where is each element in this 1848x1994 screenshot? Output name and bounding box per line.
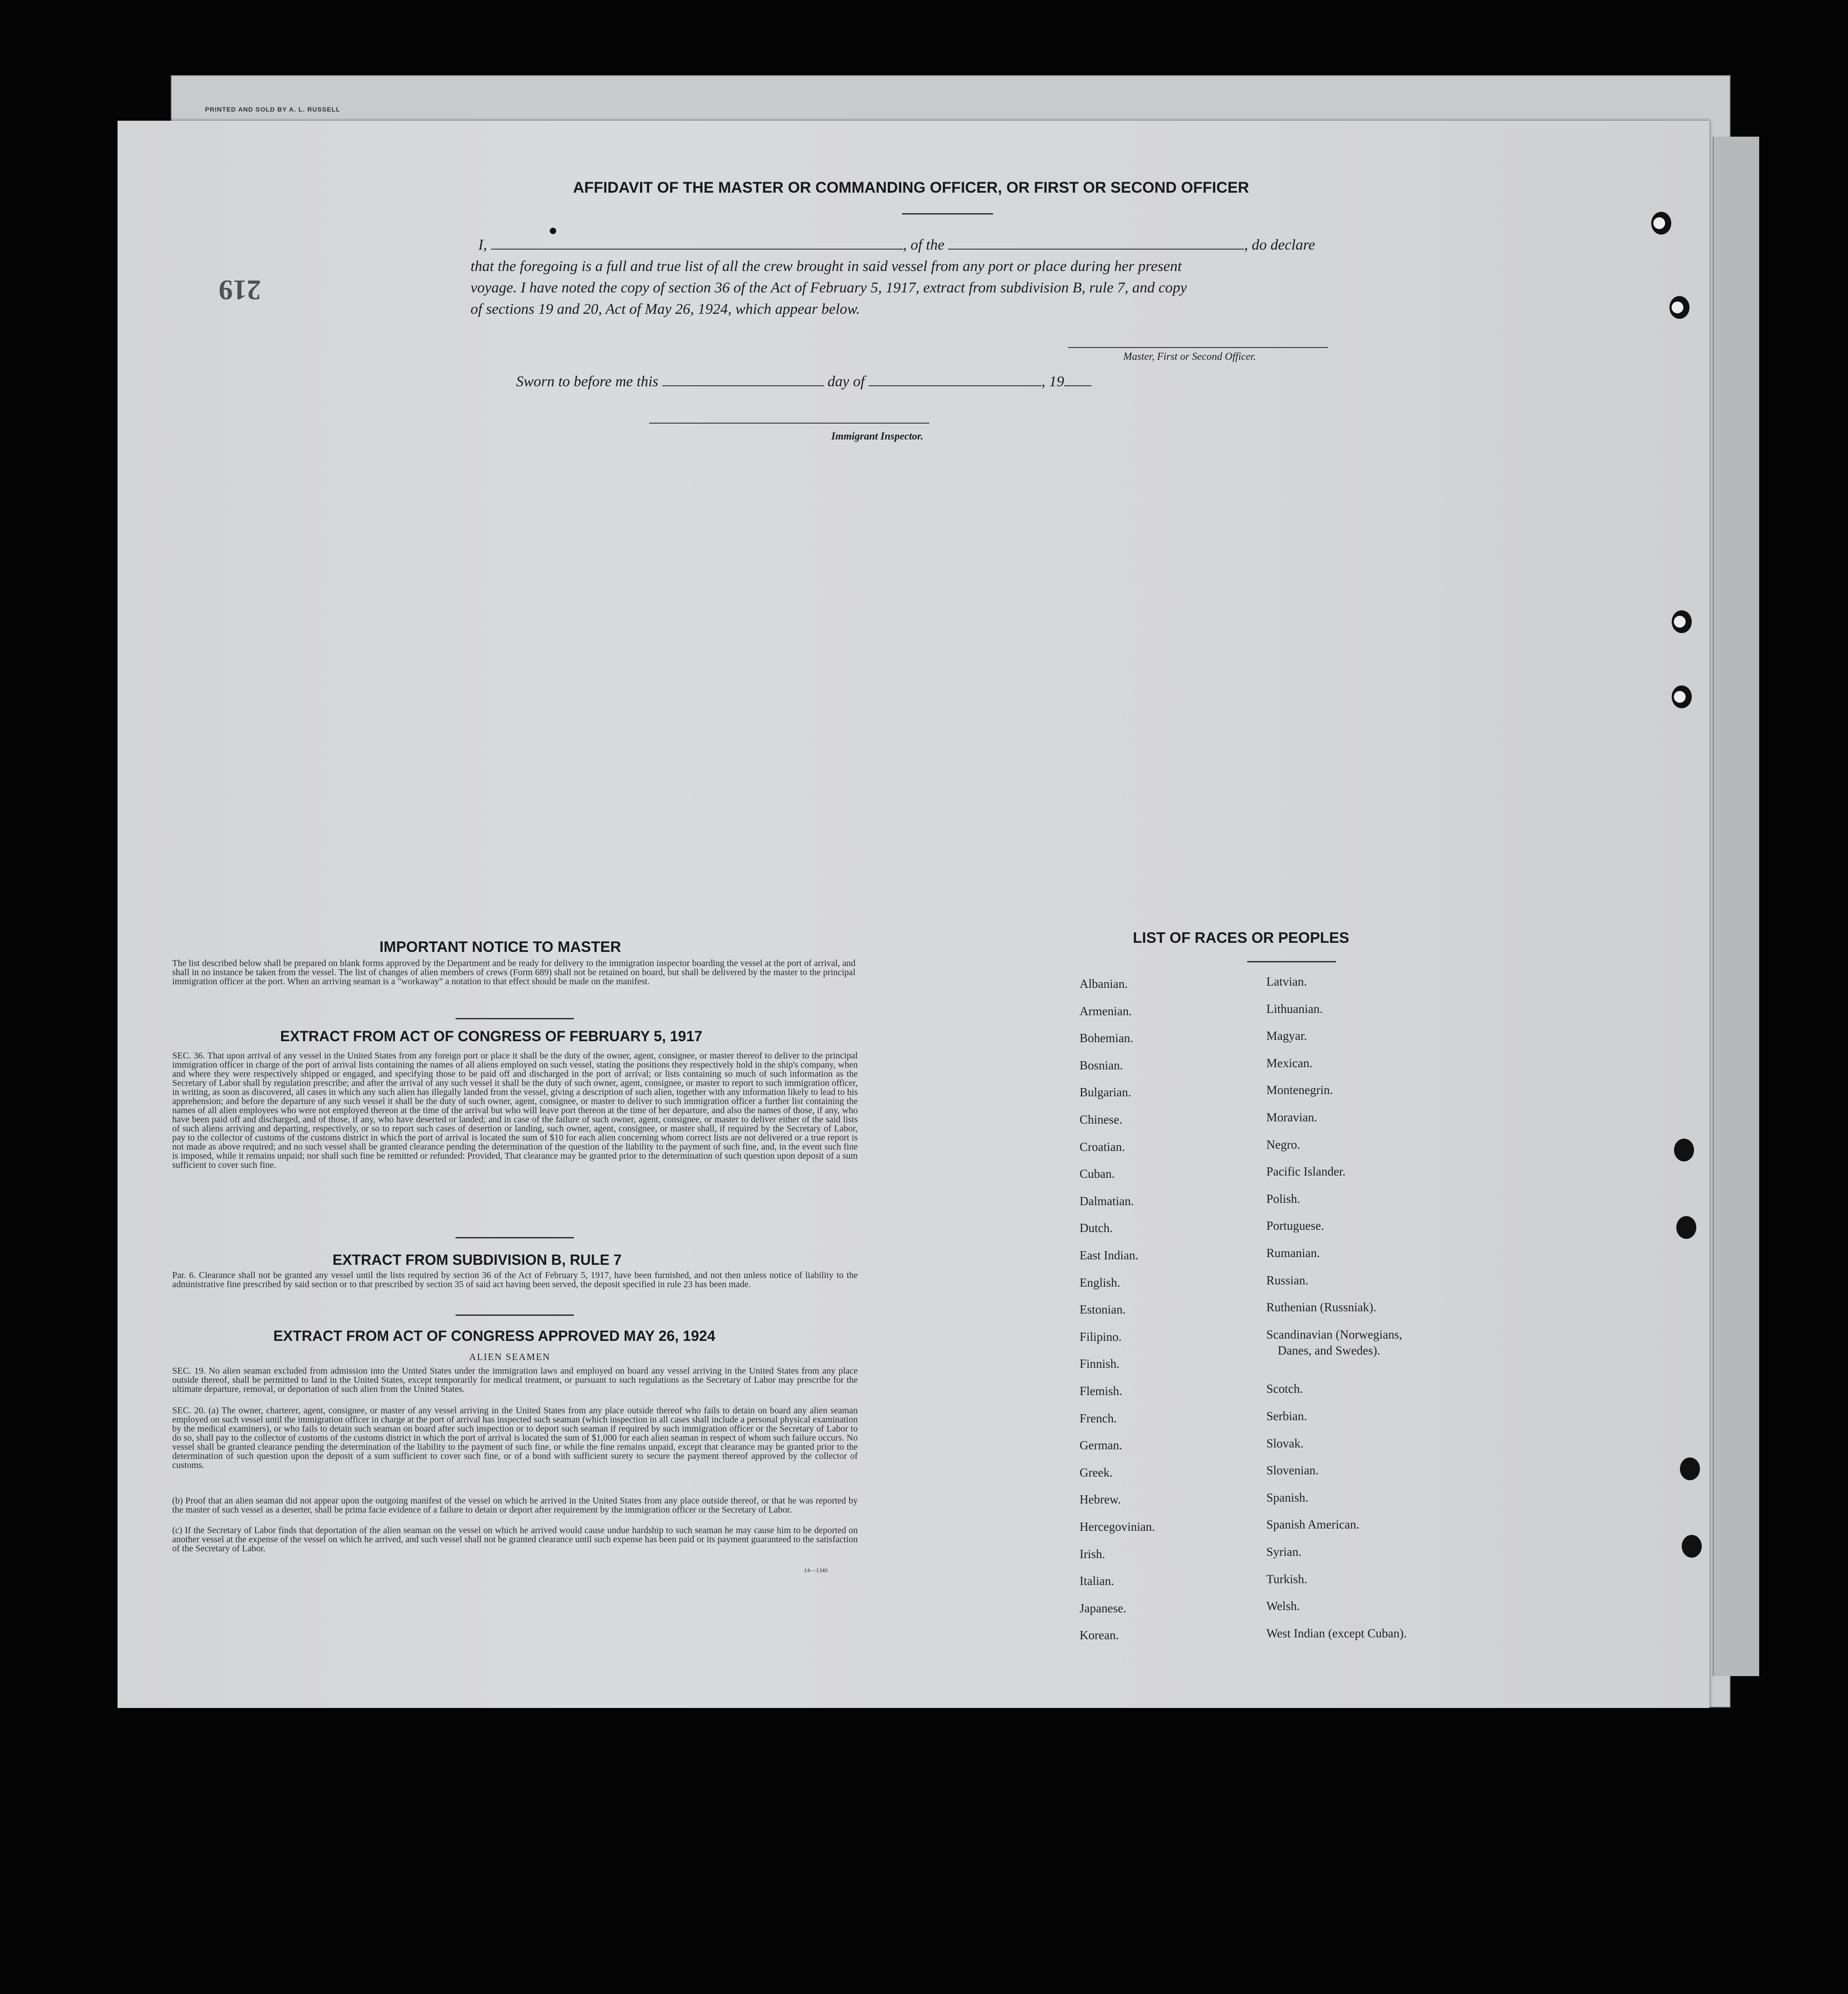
race-item: Montenegrin. <box>1266 1083 1333 1097</box>
race-item: Pacific Islander. <box>1266 1165 1346 1179</box>
race-item: Armenian. <box>1080 1004 1132 1018</box>
race-item: Rumanian. <box>1266 1246 1320 1260</box>
extract-1924-sec20a: SEC. 20. (a) The owner, charterer, agent, consignee, or master of any vessel arriving in the United States from any place outside thereof who fails to detain on board any alien seaman employed on such vessel until the immigration officer in charge at the port of arrival has inspected such seaman (which inspection in all cases shall include a personal physical examination by the medical examiners), or who fails to detain such seaman on board after such inspection or to deport such seaman if required by such immigration officer or the Secretary of Labor to do so, shall pay to the collector of customs of the customs district in which the port of arrival is located the sum of $1,000 for each alien seaman in respect of whom such failure occurs. No vessel shall be granted clearance pending the determination of the liability to the payment of such fine, or while the fine remains unpaid, except that clearance may be granted prior to the determination of such question upon the deposit of a sum sufficient to cover such fine, or of a bond with sufficient surety to secure the payment thereof approved by the collector of customs. <box>172 1406 858 1470</box>
master-signature-line[interactable] <box>1068 347 1328 348</box>
race-item: French. <box>1080 1411 1117 1425</box>
race-item: Polish. <box>1266 1191 1300 1206</box>
notice-title: IMPORTANT NOTICE TO MASTER <box>379 938 621 955</box>
race-item: Greek. <box>1080 1465 1113 1479</box>
year-prefix: , 19 <box>1041 373 1065 390</box>
inspector-signature-line[interactable] <box>649 423 929 424</box>
extract-1917-divider <box>456 1237 574 1238</box>
punch-hole <box>1674 1139 1694 1161</box>
extract-1924-title: EXTRACT FROM ACT OF CONGRESS APPROVED MAY 26, 1924 <box>273 1328 716 1344</box>
race-item: Croatian. <box>1080 1140 1125 1154</box>
notice-divider <box>456 1018 574 1019</box>
day-of-text: day of <box>827 373 865 390</box>
race-item: Bulgarian. <box>1080 1085 1131 1099</box>
race-item: Chinese. <box>1080 1113 1122 1126</box>
race-item: Hebrew. <box>1080 1493 1121 1507</box>
rule7-title: EXTRACT FROM SUBDIVISION B, RULE 7 <box>333 1252 622 1268</box>
race-item: Estonian. <box>1080 1303 1126 1317</box>
affidavit-declare: , do declare <box>1244 237 1315 253</box>
punch-hole <box>1669 296 1689 319</box>
race-item: Turkish. <box>1266 1572 1307 1586</box>
races-divider <box>1247 961 1336 962</box>
race-item: Albanian. <box>1080 977 1128 991</box>
race-item: Flemish. <box>1080 1384 1122 1398</box>
race-item: Ruthenian (Russniak). <box>1266 1300 1377 1314</box>
extract-1924-subtitle: ALIEN SEAMEN <box>469 1351 551 1362</box>
affidavit-pronoun: I, <box>478 237 487 253</box>
race-item: Lithuanian. <box>1266 1002 1323 1016</box>
race-item: Scandinavian (Norwegians, <box>1266 1327 1403 1341</box>
affidavit-line-1 <box>478 237 1315 254</box>
race-item: Hercegovinian. <box>1080 1520 1155 1534</box>
title-divider <box>902 213 993 215</box>
punch-hole <box>1672 685 1692 708</box>
vessel-field[interactable] <box>948 249 1244 250</box>
race-item: West Indian (except Cuban). <box>1266 1626 1407 1640</box>
extract-1924-sec20b: (b) Proof that an alien seaman did not appear upon the outgoing manifest of the vessel on which he arrived in the United States from any place outside thereof, or that he was reported by the master of such vessel as a deserter, shall be prima facie evidence of a failure to detain or deport after requirement by the immigration officer or the Secretary of Labor. <box>172 1496 858 1515</box>
race-item: Spanish American. <box>1266 1518 1359 1532</box>
race-item: Scotch. <box>1266 1382 1303 1396</box>
affidavit-title: AFFIDAVIT OF THE MASTER OR COMMANDING OFFICER, OR FIRST OR SECOND OFFICER <box>573 179 1249 196</box>
sworn-month-field[interactable] <box>869 385 1042 386</box>
races-title: LIST OF RACES OR PEOPLES <box>1133 929 1349 946</box>
race-item: English. <box>1080 1275 1121 1289</box>
race-item: Korean. <box>1080 1628 1119 1642</box>
punch-hole <box>1680 1457 1700 1480</box>
underlying-sheet-edge <box>1713 137 1759 1676</box>
race-item: Negro. <box>1266 1137 1300 1151</box>
race-item: Japanese. <box>1080 1601 1126 1615</box>
printer-line: PRINTED AND SOLD BY A. L. RUSSELL <box>205 106 340 113</box>
race-item: Danes, and Swedes). <box>1278 1343 1380 1357</box>
notice-body: The list described below shall be prepared on blank forms approved by the Department and be ready for delivery to the immigration inspector boarding the vessel at the port of arrival, and shall in no instance be taken from the vessel. The list of changes of alien members of crews (Form 689) shall not be retained on board, but shall be delivered by the master to the principal immigration officer at the port. When an arriving seaman is a "workaway" a notation to that effect should be made on the manifest. <box>172 958 855 987</box>
race-item: Serbian. <box>1266 1409 1307 1423</box>
form-code: 14—1340 <box>804 1567 828 1574</box>
race-item: Filipino. <box>1080 1329 1122 1344</box>
race-item: Finnish. <box>1080 1357 1120 1371</box>
punch-hole <box>1676 1216 1696 1239</box>
race-item: German. <box>1080 1438 1122 1452</box>
race-item: Cuban. <box>1080 1167 1115 1181</box>
race-item: Slovenian. <box>1266 1463 1319 1478</box>
master-signature-label: Master, First or Second Officer. <box>1123 351 1256 362</box>
rule7-divider <box>456 1314 574 1316</box>
race-item: Dalmatian. <box>1080 1194 1134 1208</box>
affidavit-line-4: of sections 19 and 20, Act of May 26, 1924, which appear below. <box>471 301 860 317</box>
race-item: Slovak. <box>1266 1436 1304 1450</box>
name-field[interactable] <box>491 249 903 250</box>
punch-hole <box>1682 1535 1702 1558</box>
race-item: Syrian. <box>1266 1545 1302 1559</box>
affidavit-of-the: , of the <box>903 237 945 253</box>
race-item: East Indian. <box>1080 1248 1138 1262</box>
race-item: Spanish. <box>1266 1490 1309 1504</box>
sworn-day-field[interactable] <box>662 385 824 386</box>
punch-hole <box>1672 610 1692 633</box>
race-item: Bosnian. <box>1080 1058 1123 1072</box>
race-item: Magyar. <box>1266 1029 1307 1043</box>
page-number: 219 <box>219 274 261 305</box>
race-item: Welsh. <box>1266 1599 1300 1613</box>
inspector-signature-label: Immigrant Inspector. <box>831 430 923 442</box>
race-item: Italian. <box>1080 1574 1114 1588</box>
race-item: Dutch. <box>1080 1221 1113 1235</box>
race-item: Russian. <box>1266 1273 1309 1287</box>
rule7-body: Par. 6. Clearance shall not be granted any vessel until the lists required by section 36 of the Act of February 5, 1917, have been furnished, and not then unless notice of liability to the administrative fine prescribed by said section or to that prescribed by section 35 of said act having been served, the deposit specified in rule 23 has been made. <box>172 1270 858 1289</box>
affidavit-line-3: voyage. I have noted the copy of section 36 of the Act of February 5, 1917, extract from subdivision B, rule 7, and copy <box>471 280 1187 296</box>
punch-hole <box>1651 212 1671 235</box>
race-item: Moravian. <box>1266 1110 1317 1124</box>
extract-1917-title: EXTRACT FROM ACT OF CONGRESS OF FEBRUARY 5, 1917 <box>280 1028 702 1044</box>
extract-1924-sec19: SEC. 19. No alien seaman excluded from admission into the United States under the immigration laws and employed on board any vessel arriving in the United States from any place outside thereof, shall be permitted to land in the United States, except temporarily for medical treatment, or pursuant to such regulations as the Secretary of Labor may prescribe for the ultimate departure, removal, or deportation of such alien from the United States. <box>172 1366 858 1394</box>
sworn-year-field[interactable] <box>1064 385 1091 386</box>
extract-1924-sec20c: (c) If the Secretary of Labor finds that deportation of the alien seaman on the vessel on which he arrived would cause undue hardship to such seaman he may cause him to be deported on another vessel at the expense of the vessel on which he arrived, and such vessel shall not be granted clearance until such expense has been paid or its payment guaranteed to the satisfaction of the Secretary of Labor. <box>172 1525 858 1554</box>
extract-1917-body: SEC. 36. That upon arrival of any vessel in the United States from any foreign port or place it shall be the duty of the owner, agent, consignee, or master thereof to deliver to the principal immigration officer in charge of the port of arrival lists containing the names of all aliens employed on such vessel, stating the positions they respectively hold in the ship's company, when and where they were respectively shipped or engaged, and specifying those to be paid off and discharged in the port of arrival; or lists containing so much of such information as the Secretary of Labor shall by regulation prescribe; and after the arrival of any such vessel it shall be the duty of such owner, agent, consignee, or master to report to such immigration officer, in writing, as soon as discovered, all cases in which any such alien has illegally landed from the vessel, giving a description of such alien, together with any information likely to lead to his apprehension; and before the departure of any such vessel it shall be the duty of such owner, agent, consignee, or master to deliver to such immigration officer a further list containing the names of all alien employees who were not employed thereon at the time of the arrival but who will leave port thereon at the time of her departure, and also the names of those, if any, who have been paid off and discharged, and of those, if any, who have deserted or landed; and in case of the failure of such owner, agent, consignee, or master to deliver either of the said lists of such aliens arriving and departing, respectively, or so to report such cases of desertion or landing, such owner, agent, consignee, or master shall, if required by the Secretary of Labor, pay to the collector of customs of the customs district in which the port of arrival is located the sum of $10 for each alien concerning whom correct lists are not delivered or a true report is not made as above required; and no such vessel shall be granted clearance pending the determination of the question of the liability to the payment of such fine, and, in the event such fine is imposed, while it remains unpaid; nor shall such fine be remitted or refunded: Provided, That clearance may be granted prior to the determination of such question upon deposit of a sum sufficient to cover such fine. <box>172 1051 858 1170</box>
race-item: Irish. <box>1080 1547 1106 1561</box>
race-item: Bohemian. <box>1080 1031 1133 1045</box>
sworn-text: Sworn to before me this <box>516 373 659 390</box>
affidavit-line-2: that the foregoing is a full and true list of all the crew brought in said vessel from any port or place during her present <box>471 258 1182 275</box>
form-page <box>118 121 1710 1708</box>
sworn-line <box>516 373 1091 390</box>
race-item: Portuguese. <box>1266 1219 1324 1233</box>
race-item: Latvian. <box>1266 975 1307 988</box>
ink-dot <box>550 228 556 234</box>
race-item: Mexican. <box>1266 1056 1313 1070</box>
